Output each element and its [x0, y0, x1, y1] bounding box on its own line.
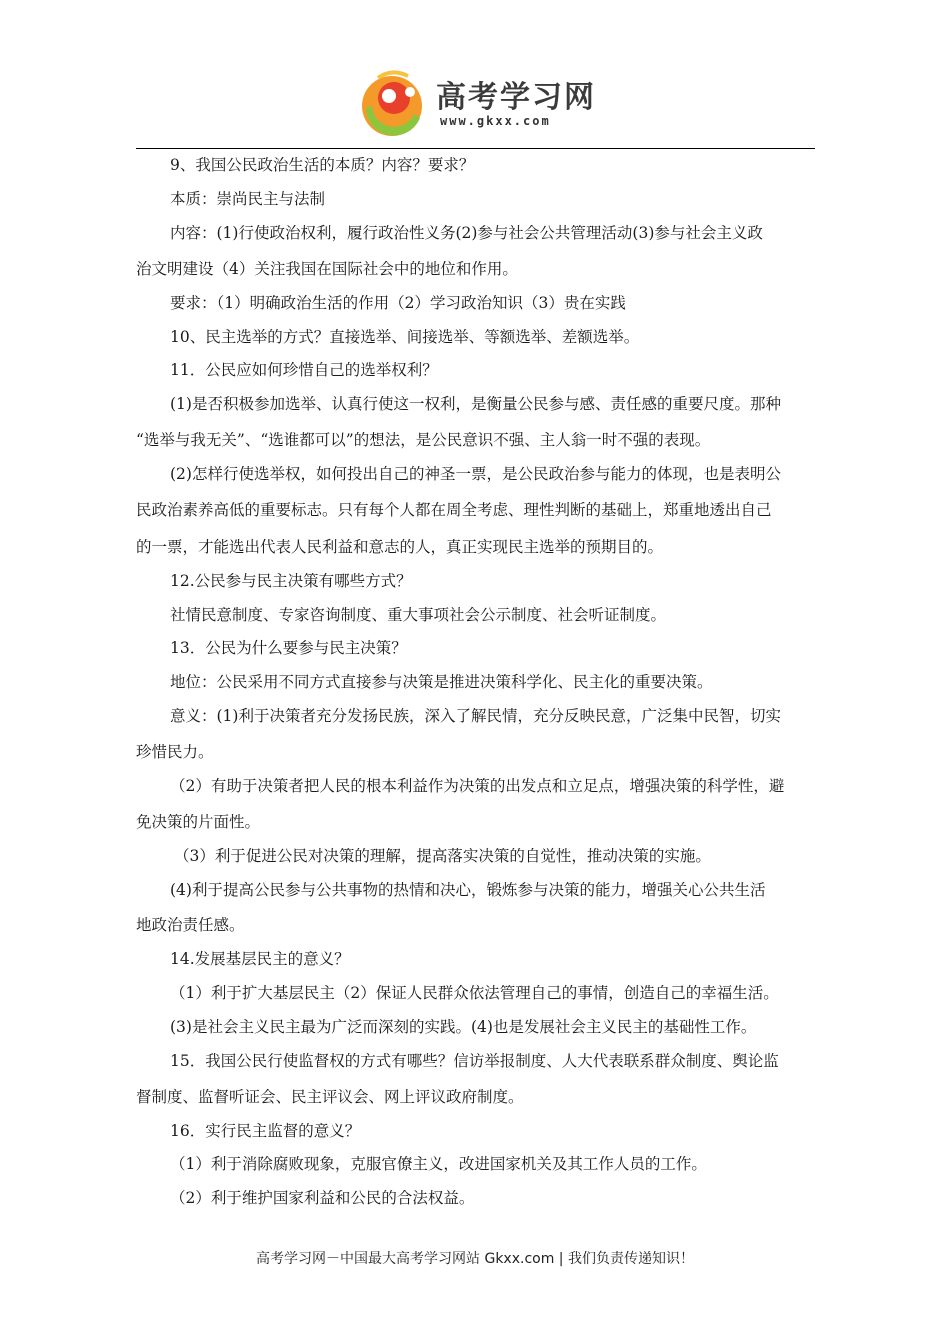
text-line: 12.公民参与民主决策有哪些方式？: [170, 572, 412, 590]
text-line: （2）有助于决策者把人民的根本利益作为决策的出发点和立足点，增强决策的科学性，避: [170, 777, 785, 795]
header-divider: [136, 148, 815, 149]
text-line: 的一票，才能选出代表人民利益和意志的人，真正实现民主选举的预期目的。: [136, 538, 664, 556]
text-line: （2）利于维护国家利益和公民的合法权益。: [170, 1189, 475, 1207]
text-line: 11．公民应如何珍惜自己的选举权利？: [170, 361, 438, 379]
text-line: 10、民主选举的方式？直接选举、间接选举、等额选举、差额选举。: [170, 328, 640, 346]
text-line: 16．实行民主监督的意义？: [170, 1122, 361, 1140]
text-line: 13．公民为什么要参与民主决策？: [170, 639, 407, 657]
text-line: 督制度、监督听证会、民主评议会、网上评议政府制度。: [136, 1088, 524, 1106]
text-line: 14.发展基层民主的意义？: [170, 950, 350, 968]
text-line: 治文明建设（4）关注我国在国际社会中的地位和作用。: [136, 260, 518, 278]
text-line: 地政治责任感。: [136, 916, 245, 934]
text-line: （3）利于促进公民对决策的理解，提高落实决策的自觉性，推动决策的实施。: [174, 847, 711, 865]
text-line: 内容：(1)行使政治权利，履行政治性义务(2)参与社会公共管理活动(3)参与社会主义政: [170, 224, 763, 242]
page-footer: 高考学习网－中国最大高考学习网站 Gkxx.com | 我们负责传递知识！: [256, 1251, 694, 1267]
text-line: （1）利于消除腐败现象，克服官僚主义，改进国家机关及其工作人员的工作。: [170, 1155, 707, 1173]
text-line: “选举与我无关”、“选谁都可以”的想法，是公民意识不强、主人翁一时不强的表现。: [136, 431, 711, 449]
text-line: 民政治素养高低的重要标志。只有每个人都在周全考虑、理性判断的基础上，郑重地透出自己: [136, 501, 772, 519]
page-header: [0, 0, 950, 150]
text-line: （1）利于扩大基层民主（2）保证人民群众依法管理自己的事情，创造自己的幸福生活。: [170, 984, 779, 1002]
text-line: 免决策的片面性。: [136, 813, 261, 831]
logo-title: 高考学习网: [436, 80, 596, 115]
text-line: (1)是否积极参加选举、认真行使这一权利，是衡量公民参与感、责任感的重要尺度。那种: [170, 395, 781, 413]
text-line: 珍惜民力。: [136, 743, 214, 761]
logo-url: www.gkxx.com: [440, 114, 551, 128]
text-line: 社情民意制度、专家咨询制度、重大事项社会公示制度、社会听证制度。: [170, 606, 667, 624]
text-line: 本质：崇尚民主与法制: [170, 190, 326, 208]
text-line: (4)利于提高公民参与公共事物的热情和决心，锻炼参与决策的能力，增强关心公共生活: [170, 881, 766, 899]
text-line: (3)是社会主义民主最为广泛而深刻的实践。(4)也是发展社会主义民主的基础性工作。: [170, 1018, 757, 1036]
text-line: 要求：（1）明确政治生活的作用（2）学习政治知识（3）贵在实践: [170, 294, 626, 312]
text-line: 9、我国公民政治生活的本质？内容？要求？: [170, 156, 475, 174]
site-logo[interactable]: [358, 66, 598, 146]
text-line: 意义：(1)利于决策者充分发扬民族，深入了解民情，充分反映民意，广泛集中民智，切实: [170, 707, 781, 725]
text-line: (2)怎样行使选举权，如何投出自己的神圣一票，是公民政治参与能力的体现，也是表明公: [170, 465, 781, 483]
text-line: 15．我国公民行使监督权的方式有哪些？信访举报制度、人大代表联系群众制度、舆论监: [170, 1052, 779, 1070]
logo-mark-icon: [358, 66, 430, 142]
text-line: 地位：公民采用不同方式直接参与决策是推进决策科学化、民主化的重要决策。: [170, 673, 713, 691]
